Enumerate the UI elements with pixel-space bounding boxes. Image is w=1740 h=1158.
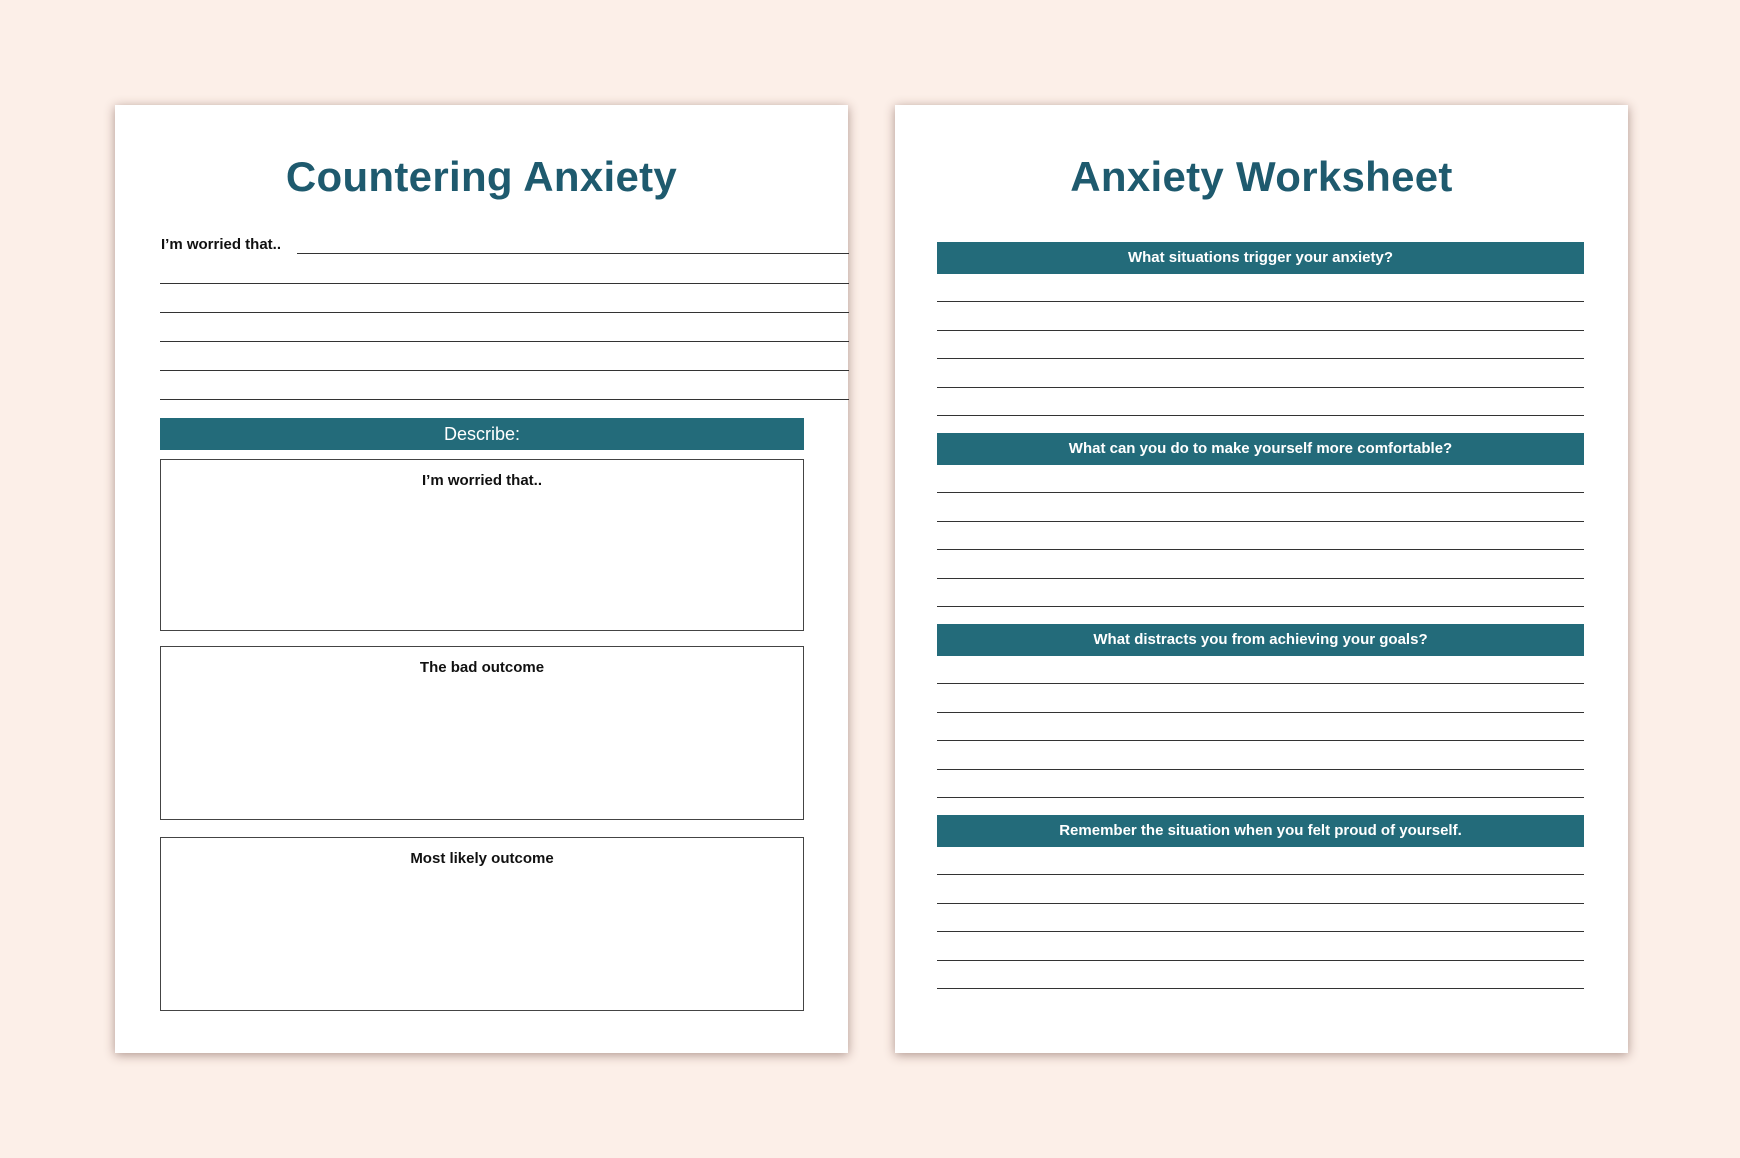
writing-line[interactable] [937,960,1584,961]
writing-line[interactable] [937,549,1584,550]
box-label: Most likely outcome [410,850,554,867]
likely-outcome-box[interactable] [160,837,804,1011]
writing-line[interactable] [297,253,849,254]
writing-line[interactable] [937,769,1584,770]
worksheet-page-anxiety-worksheet [895,105,1628,1053]
writing-line[interactable] [937,301,1584,302]
writing-line[interactable] [937,988,1584,989]
box-label: I’m worried that.. [421,472,542,489]
writing-line[interactable] [937,931,1584,932]
writing-line[interactable] [937,712,1584,713]
page-title: Anxiety Worksheet [1070,153,1453,200]
writing-line[interactable] [937,521,1584,522]
writing-line[interactable] [160,370,849,371]
worried-box[interactable] [160,459,804,631]
writing-line[interactable] [937,683,1584,684]
writing-line[interactable] [937,797,1584,798]
writing-line[interactable] [160,399,849,400]
section-header: What situations trigger your anxiety? [937,242,1584,274]
worry-prompt-label: I’m worried that.. [161,236,282,253]
writing-line[interactable] [160,341,849,342]
section-header: What can you do to make yourself more comfortable? [937,433,1584,465]
writing-line[interactable] [937,387,1584,388]
writing-line[interactable] [937,492,1584,493]
page-title: Countering Anxiety [285,153,678,200]
writing-line[interactable] [937,874,1584,875]
writing-line[interactable] [937,903,1584,904]
writing-line[interactable] [937,606,1584,607]
box-label: The bad outcome [419,659,545,676]
writing-line[interactable] [937,740,1584,741]
section-header: Remember the situation when you felt proud of yourself. [937,815,1584,847]
describe-header: Describe: [160,418,804,450]
writing-line[interactable] [160,312,849,313]
writing-line[interactable] [160,283,849,284]
writing-line[interactable] [937,578,1584,579]
writing-line[interactable] [937,330,1584,331]
writing-line[interactable] [937,415,1584,416]
bad-outcome-box[interactable] [160,646,804,820]
worksheet-page-countering-anxiety [115,105,848,1053]
writing-line[interactable] [937,358,1584,359]
section-header: What distracts you from achieving your goals? [937,624,1584,656]
